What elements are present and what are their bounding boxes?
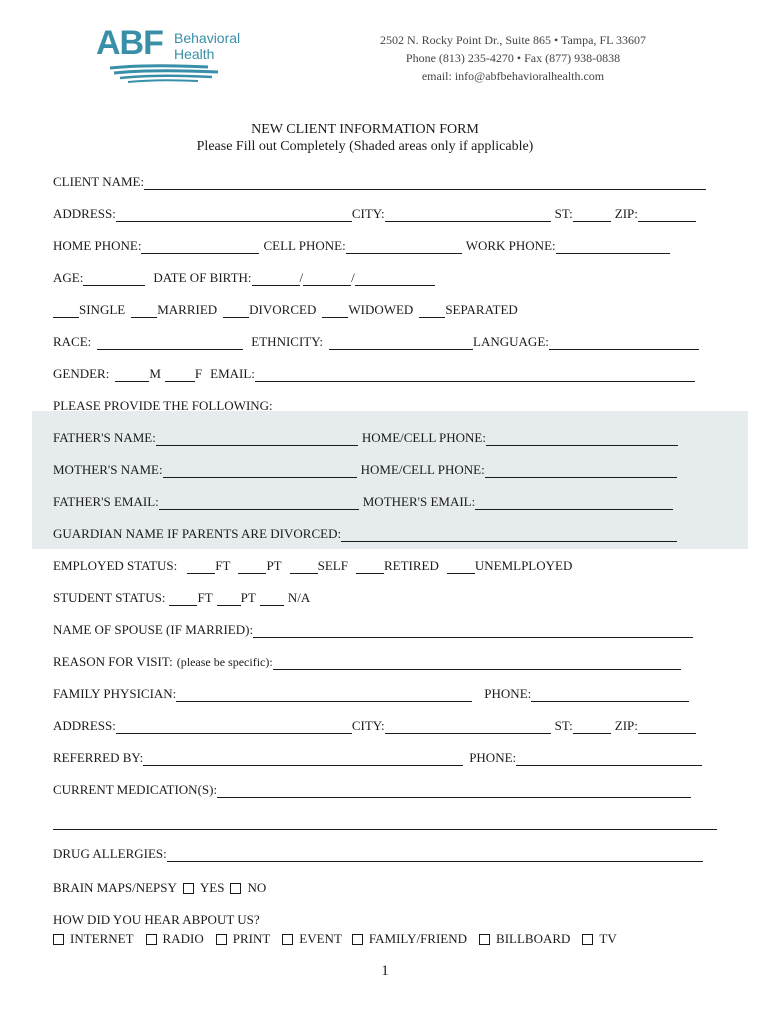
physician-city-label: CITY: (351, 718, 385, 733)
row-spouse (53, 620, 723, 638)
billboard-checkbox[interactable] (479, 934, 490, 945)
row-student (53, 588, 723, 606)
employed-label: EMPLOYED STATUS: (53, 558, 178, 573)
gender-m-field[interactable] (115, 368, 149, 382)
employed-pt-label: PT (266, 558, 282, 573)
row-hear-heading (53, 910, 723, 928)
row-address (53, 204, 723, 222)
row-employment (53, 556, 723, 574)
row-phones (53, 236, 723, 254)
referred-phone-field[interactable] (516, 752, 702, 766)
cell-phone-field[interactable] (346, 240, 462, 254)
fathers-name-field[interactable] (156, 432, 358, 446)
reason-label: REASON FOR VISIT: (53, 654, 173, 669)
yes-checkbox[interactable] (183, 883, 194, 894)
divorced-label: DIVORCED (249, 302, 317, 317)
age-field[interactable] (83, 272, 145, 286)
medication-label: CURRENT MEDICATION(S): (53, 782, 218, 797)
print-checkbox[interactable] (216, 934, 227, 945)
mothers-email-field[interactable] (475, 496, 673, 510)
form-subtitle: Please Fill out Completely (Shaded areas only if applicable) (196, 139, 534, 154)
row-gender (53, 364, 723, 382)
reason-hint: (please be specific): (176, 655, 273, 669)
hear-heading: HOW DID YOU HEAR ABPOUT US? (53, 912, 260, 927)
ethnicity-field[interactable] (329, 336, 473, 350)
form-title: NEW CLIENT INFORMATION FORM (251, 122, 479, 137)
gender-f-field[interactable] (165, 368, 195, 382)
referred-label: REFERRED BY: (53, 750, 144, 765)
row-marital-status (53, 300, 723, 318)
dob-day-field[interactable] (303, 272, 351, 286)
page-number: 1 (381, 963, 389, 979)
row-reason (53, 652, 723, 670)
physician-st-label: ST: (554, 718, 573, 733)
employed-unemployed-field[interactable] (447, 560, 475, 574)
physician-field[interactable] (176, 688, 472, 702)
billboard-label: BILLBOARD (496, 931, 571, 946)
st-field[interactable] (573, 208, 611, 222)
gender-f-label: F (194, 366, 203, 381)
tv-checkbox[interactable] (582, 934, 593, 945)
row-provide (53, 396, 723, 414)
family-checkbox[interactable] (352, 934, 363, 945)
widowed-field[interactable] (322, 304, 348, 318)
separated-label: SEPARATED (445, 302, 518, 317)
medication-extra-field[interactable] (53, 816, 717, 830)
row-allergies (53, 844, 723, 862)
language-field[interactable] (549, 336, 699, 350)
spouse-field[interactable] (253, 624, 693, 638)
employed-pt-field[interactable] (238, 560, 266, 574)
medication-field[interactable] (217, 784, 691, 798)
guardian-field[interactable] (341, 528, 677, 542)
employed-retired-label: RETIRED (383, 558, 439, 573)
home-phone-label: HOME PHONE: (53, 238, 142, 253)
zip-label: ZIP: (614, 206, 638, 221)
row-brain-maps (53, 878, 723, 896)
row-physician (53, 684, 723, 702)
gender-m-label: M (149, 366, 161, 381)
family-label: FAMILY/FRIEND (368, 931, 468, 946)
single-field[interactable] (53, 304, 79, 318)
row-medication (53, 780, 723, 798)
referred-field[interactable] (143, 752, 463, 766)
father-phone-label: HOME/CELL PHONE: (361, 430, 486, 445)
radio-label: RADIO (162, 931, 204, 946)
dob-label: DATE OF BIRTH: (153, 270, 252, 285)
reason-field[interactable] (273, 656, 681, 670)
father-phone-field[interactable] (486, 432, 678, 446)
city-label: CITY: (351, 206, 385, 221)
student-pt-field[interactable] (217, 592, 241, 606)
physician-st-field[interactable] (573, 720, 611, 734)
race-field[interactable] (97, 336, 243, 350)
fathers-email-label: FATHER'S EMAIL: (53, 494, 159, 509)
work-phone-label: WORK PHONE: (465, 238, 556, 253)
employed-retired-field[interactable] (356, 560, 384, 574)
event-label: EVENT (299, 931, 342, 946)
row-mother (53, 460, 723, 478)
married-field[interactable] (131, 304, 157, 318)
logo-waves-icon (108, 64, 228, 84)
address-field[interactable] (116, 208, 352, 222)
fathers-email-field[interactable] (159, 496, 359, 510)
physician-phone-field[interactable] (531, 688, 689, 702)
row-hear-options (53, 929, 723, 947)
row-age-dob: AGE: DATE OF BIRTH: / / (53, 268, 723, 286)
row-race (53, 332, 723, 350)
dob-month-field[interactable] (252, 272, 300, 286)
row-medication-extra (53, 812, 723, 830)
email-field[interactable] (255, 368, 695, 382)
yes-label: YES (199, 880, 225, 895)
allergies-label: DRUG ALLERGIES: (53, 846, 167, 861)
physician-address-label: ADDRESS: (53, 718, 116, 733)
student-na-label: N/A (287, 590, 311, 605)
no-checkbox[interactable] (230, 883, 241, 894)
work-phone-field[interactable] (556, 240, 670, 254)
contact-phone: Phone (813) 235-4270 • Fax (877) 938-0838 (405, 51, 621, 65)
physician-phone-label: PHONE: (484, 686, 532, 701)
no-label: NO (247, 880, 267, 895)
cell-phone-label: CELL PHONE: (263, 238, 346, 253)
student-na-field[interactable] (260, 592, 284, 606)
internet-checkbox[interactable] (53, 934, 64, 945)
home-phone-field[interactable] (141, 240, 259, 254)
widowed-label: WIDOWED (348, 302, 414, 317)
physician-city-field[interactable] (385, 720, 551, 734)
married-label: MARRIED (157, 302, 218, 317)
mothers-name-field[interactable] (163, 464, 357, 478)
logo-subtitle: Behavioral Health (174, 30, 241, 62)
row-parent-emails (53, 492, 723, 510)
student-pt-label: PT (240, 590, 256, 605)
employed-self-label: SELF (317, 558, 348, 573)
client-name-label: CLIENT NAME: (53, 174, 145, 189)
contact-address: 2502 N. Rocky Point Dr., Suite 865 • Tampa, FL 33607 (379, 33, 647, 47)
provide-heading: PLEASE PROVIDE THE FOLLOWING: (53, 398, 273, 413)
st-label: ST: (554, 206, 573, 221)
student-label: STUDENT STATUS: (53, 590, 166, 605)
employed-ft-label: FT (215, 558, 231, 573)
radio-checkbox[interactable] (146, 934, 157, 945)
spouse-label: NAME OF SPOUSE (IF MARRIED): (53, 622, 254, 637)
employed-unemployed-label: UNEMLPLOYED (474, 558, 573, 573)
event-checkbox[interactable] (282, 934, 293, 945)
race-label: RACE: (53, 334, 92, 349)
physician-address-field[interactable] (116, 720, 352, 734)
ethnicity-label: ETHNICITY: (251, 334, 324, 349)
physician-zip-field[interactable] (638, 720, 696, 734)
brain-maps-label: BRAIN MAPS/NEPSY (53, 880, 177, 895)
allergies-field[interactable] (167, 848, 703, 862)
physician-zip-label: ZIP: (614, 718, 638, 733)
mother-phone-label: HOME/CELL PHONE: (360, 462, 485, 477)
print-label: PRINT (232, 931, 271, 946)
address-label: ADDRESS: (53, 206, 116, 221)
contact-email[interactable]: email: info@abfbehavioralhealth.com (421, 69, 605, 83)
student-ft-field[interactable] (169, 592, 197, 606)
row-referred (53, 748, 723, 766)
guardian-label: GUARDIAN NAME IF PARENTS ARE DIVORCED: (53, 526, 342, 541)
separated-field[interactable] (419, 304, 445, 318)
employed-ft-field[interactable] (187, 560, 215, 574)
zip-field[interactable] (638, 208, 696, 222)
row-physician-address (53, 716, 723, 734)
email-label: EMAIL: (210, 366, 255, 381)
divorced-field[interactable] (223, 304, 249, 318)
age-label: AGE: (53, 270, 84, 285)
fathers-name-label: FATHER'S NAME: (53, 430, 156, 445)
row-client-name (53, 172, 723, 190)
physician-label: FAMILY PHYSICIAN: (53, 686, 177, 701)
client-name-field[interactable] (144, 176, 706, 190)
language-label: LANGUAGE: (473, 334, 549, 349)
referred-phone-label: PHONE: (469, 750, 517, 765)
internet-label: INTERNET (70, 931, 134, 946)
employed-self-field[interactable] (290, 560, 318, 574)
row-father (53, 428, 723, 446)
gender-label: GENDER: (53, 366, 110, 381)
mothers-email-label: MOTHER'S EMAIL: (362, 494, 476, 509)
contact-info (340, 31, 686, 85)
row-guardian (53, 524, 723, 542)
dob-year-field[interactable] (355, 272, 435, 286)
student-ft-label: FT (197, 590, 213, 605)
logo-mark: ABF (96, 24, 163, 62)
mothers-name-label: MOTHER'S NAME: (53, 462, 163, 477)
mother-phone-field[interactable] (485, 464, 677, 478)
tv-label: TV (599, 931, 617, 946)
single-label: SINGLE (79, 302, 126, 317)
city-field[interactable] (385, 208, 551, 222)
